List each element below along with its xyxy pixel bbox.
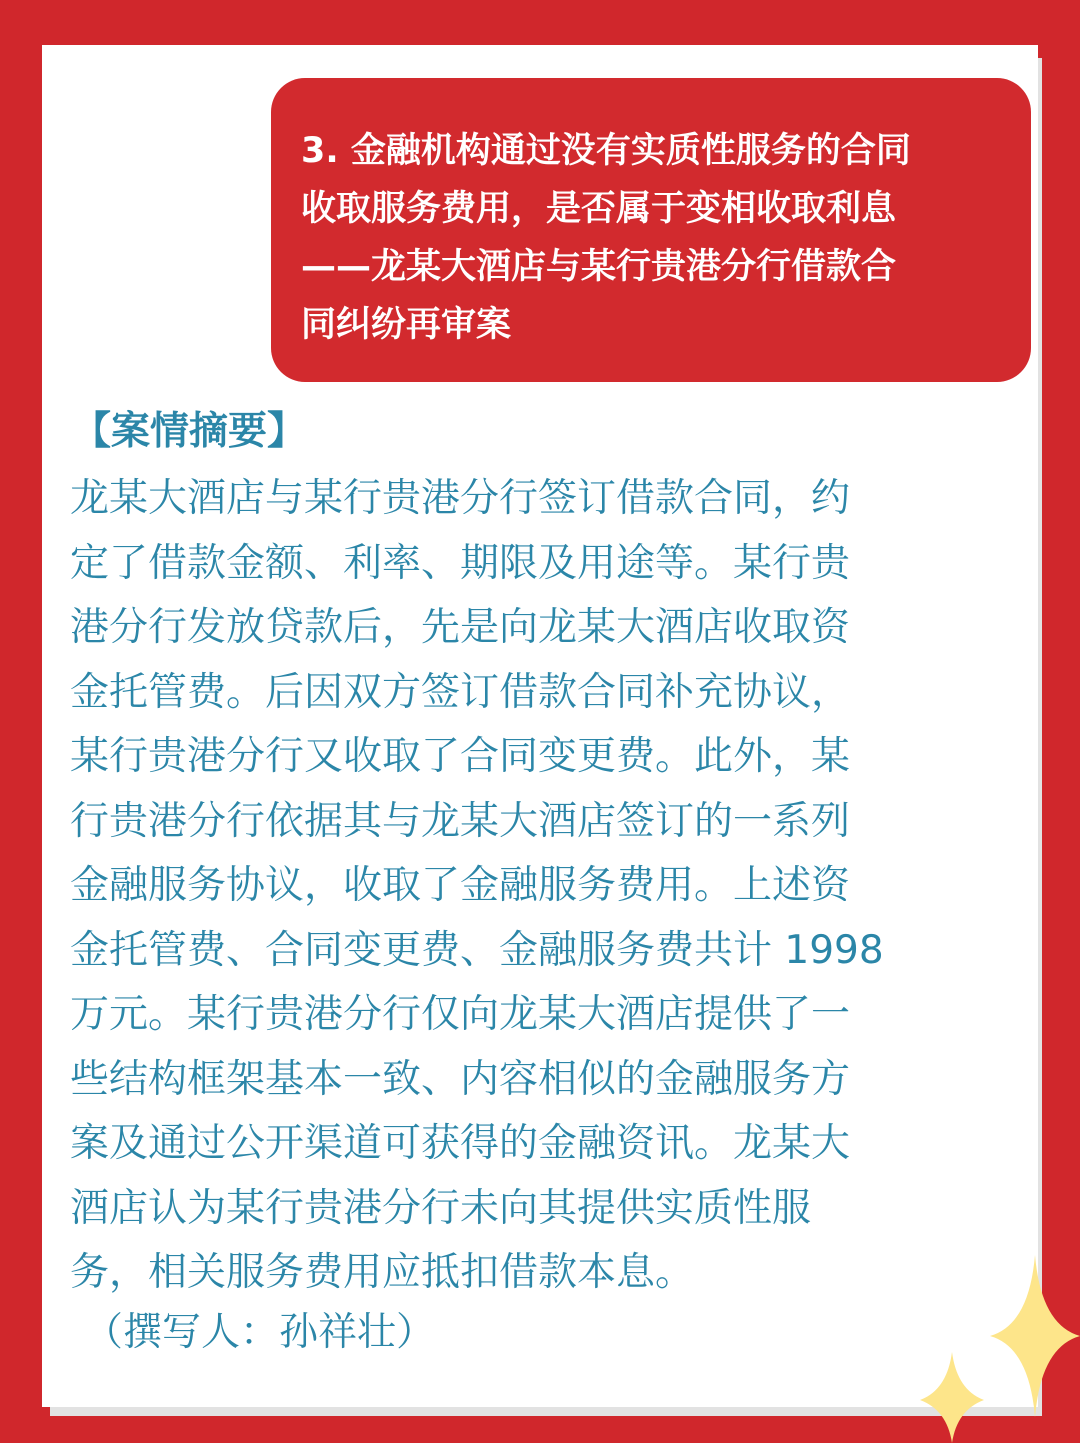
title-line: 3. 金融机构通过没有实质性服务的合同 — [301, 131, 911, 171]
case-summary-text — [70, 467, 1040, 1306]
summary-line: 案及通过公开渠道可获得的金融资讯。龙某大 — [70, 1121, 851, 1166]
summary-line: 金融服务协议，收取了金融服务费用。上述资 — [70, 863, 851, 908]
summary-line: 金托管费、合同变更费、金融服务费共计 1998 — [70, 927, 884, 973]
sparkle-icon — [920, 1352, 984, 1443]
title-line: ——龙某大酒店与某行贵港分行借款合 — [301, 247, 897, 287]
sparkle-icon — [990, 1255, 1080, 1417]
sparkle-decoration — [900, 1240, 1080, 1443]
section-label: 【案情摘要】 — [72, 409, 307, 454]
summary-line: 龙某大酒店与某行贵港分行签订借款合同，约 — [70, 476, 851, 521]
summary-line: 港分行发放贷款后，先是向龙某大酒店收取资 — [70, 605, 851, 650]
summary-line: 万元。某行贵港分行仅向龙某大酒店提供了一 — [70, 992, 851, 1037]
summary-line: 酒店认为某行贵港分行未向其提供实质性服 — [70, 1185, 812, 1231]
summary-line: 定了借款金额、利率、期限及用途等。某行贵 — [70, 540, 851, 586]
summary-line: 某行贵港分行又收取了合同变更费。此外，某 — [70, 734, 851, 779]
author-line: （撰写人：孙祥壮） — [84, 1310, 436, 1355]
title-box — [271, 78, 1031, 382]
summary-line: 行贵港分行依据其与龙某大酒店签订的一系列 — [70, 798, 851, 844]
summary-line: 金托管费。后因双方签订借款合同补充协议， — [70, 669, 851, 715]
title-line: 同纠纷再审案 — [301, 305, 512, 345]
title-line: 收取服务费用，是否属于变相收取利息 — [301, 189, 897, 229]
summary-line: 务，相关服务费用应抵扣借款本息。 — [70, 1250, 695, 1295]
summary-line: 些结构框架基本一致、内容相似的金融服务方 — [70, 1056, 851, 1102]
